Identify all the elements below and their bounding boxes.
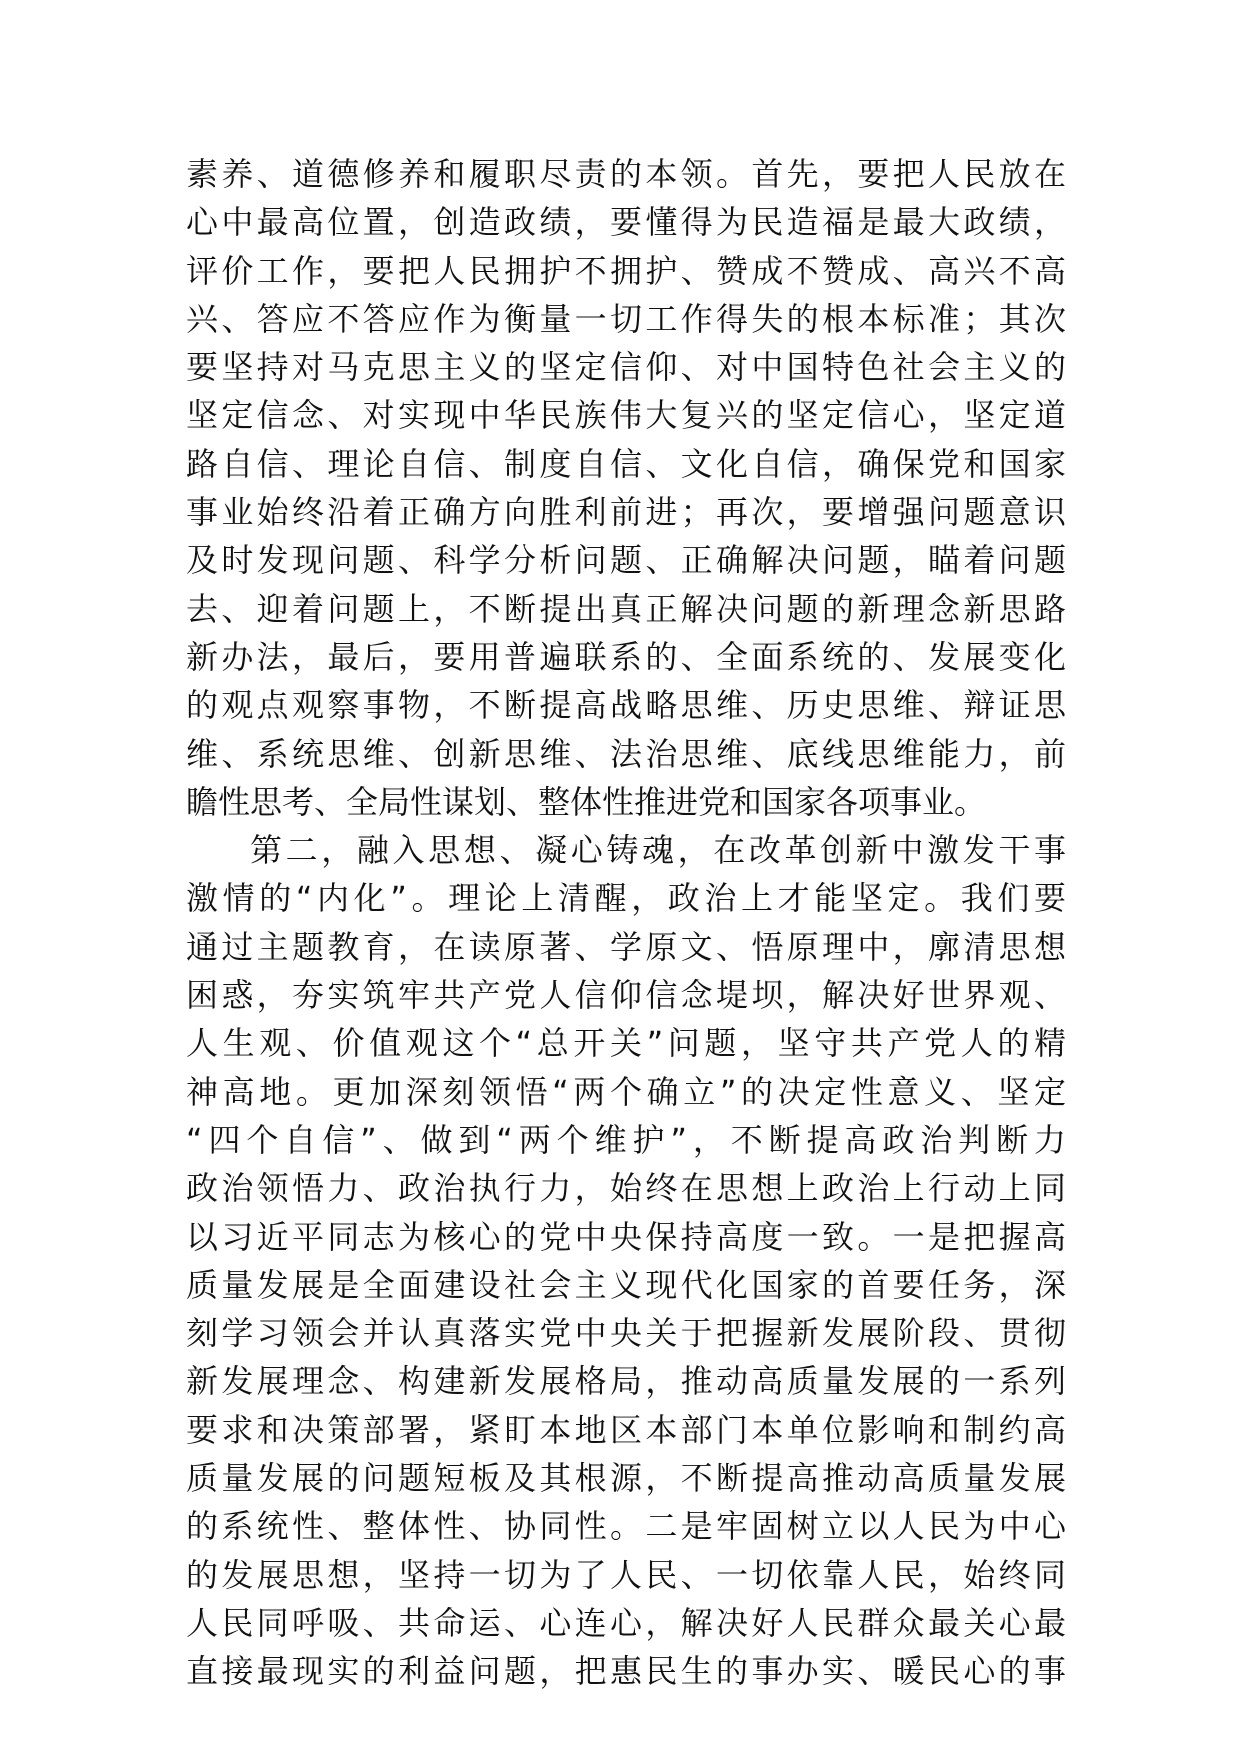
body-text <box>186 150 1066 1696</box>
text-line: 心中最高位置，创造政绩，要懂得为民造福是最大政绩， <box>186 203 1066 242</box>
text-line: 事业始终沿着正确方向胜利前进；再次，要增强问题意识 <box>186 493 1066 532</box>
text-line: 困惑，夯实筑牢共产党人信仰信念堤坝，解决好世界观、 <box>186 976 1066 1015</box>
text-line: 神高地。更加深刻领悟“两个确立”的决定性意义、坚定 <box>186 1072 1066 1111</box>
text-line: 素养、道德修养和履职尽责的本领。首先，要把人民放在 <box>186 155 1066 193</box>
text-line: 兴、答应不答应作为衡量一切工作得失的根本标准；其次 <box>186 299 1066 338</box>
text-line: 以习近平同志为核心的党中央保持高度一致。一是把握高 <box>186 1217 1066 1256</box>
text-line: 质量发展是全面建设社会主义现代化国家的首要任务，深 <box>186 1265 1066 1304</box>
text-line: 刻学习领会并认真落实党中央关于把握新发展阶段、贯彻 <box>186 1314 1066 1353</box>
text-line: 人生观、价值观这个“总开关”问题，坚守共产党人的精 <box>186 1024 1066 1063</box>
text-line: 新发展理念、构建新发展格局，推动高质量发展的一系列 <box>186 1362 1066 1401</box>
text-line: 的发展思想，坚持一切为了人民、一切依靠人民，始终同 <box>186 1555 1066 1594</box>
text-line: 坚定信念、对实现中华民族伟大复兴的坚定信心，坚定道 <box>186 396 1066 435</box>
text-line: 政治领悟力、政治执行力，始终在思想上政治上行动上同 <box>186 1169 1066 1208</box>
text-line: 人民同呼吸、共命运、心连心，解决好人民群众最关心最 <box>186 1603 1066 1642</box>
text-line: 新办法，最后，要用普遍联系的、全面系统的、发展变化 <box>186 637 1066 676</box>
text-line: “四个自信”、做到“两个维护”，不断提高政治判断力 <box>186 1120 1066 1159</box>
text-line: 直接最现实的利益问题，把惠民生的事办实、暖民心的事 <box>186 1652 1066 1691</box>
text-line: 质量发展的问题短板及其根源，不断提高推动高质量发展 <box>186 1459 1066 1498</box>
text-line: 的系统性、整体性、协同性。二是牢固树立以人民为中心 <box>186 1507 1066 1546</box>
text-line: 评价工作，要把人民拥护不拥护、赞成不赞成、高兴不高 <box>186 251 1066 290</box>
text-line: 去、迎着问题上，不断提出真正解决问题的新理念新思路 <box>186 589 1066 628</box>
text-line: 要坚持对马克思主义的坚定信仰、对中国特色社会主义的 <box>186 348 1066 387</box>
text-line: 维、系统思维、创新思维、法治思维、底线思维能力，前 <box>186 734 1066 773</box>
text-line: 要求和决策部署，紧盯本地区本部门本单位影响和制约高 <box>186 1410 1066 1449</box>
text-line: 瞻性思考、全局性谋划、整体性推进党和国家各项事业。 <box>186 782 987 821</box>
text-line: 的观点观察事物，不断提高战略思维、历史思维、辩证思 <box>186 686 1066 725</box>
paragraph-start-line: 第二，融入思想、凝心铸魂，在改革创新中激发干事 <box>250 831 1066 870</box>
text-line: 路自信、理论自信、制度自信、文化自信，确保党和国家 <box>186 444 1066 483</box>
text-line: 通过主题教育，在读原著、学原文、悟原理中，廓清思想 <box>186 927 1066 966</box>
text-line: 及时发现问题、科学分析问题、正确解决问题，瞄着问题 <box>186 541 1066 580</box>
text-line: 激情的“内化”。理论上清醒，政治上才能坚定。我们要 <box>186 879 1066 918</box>
